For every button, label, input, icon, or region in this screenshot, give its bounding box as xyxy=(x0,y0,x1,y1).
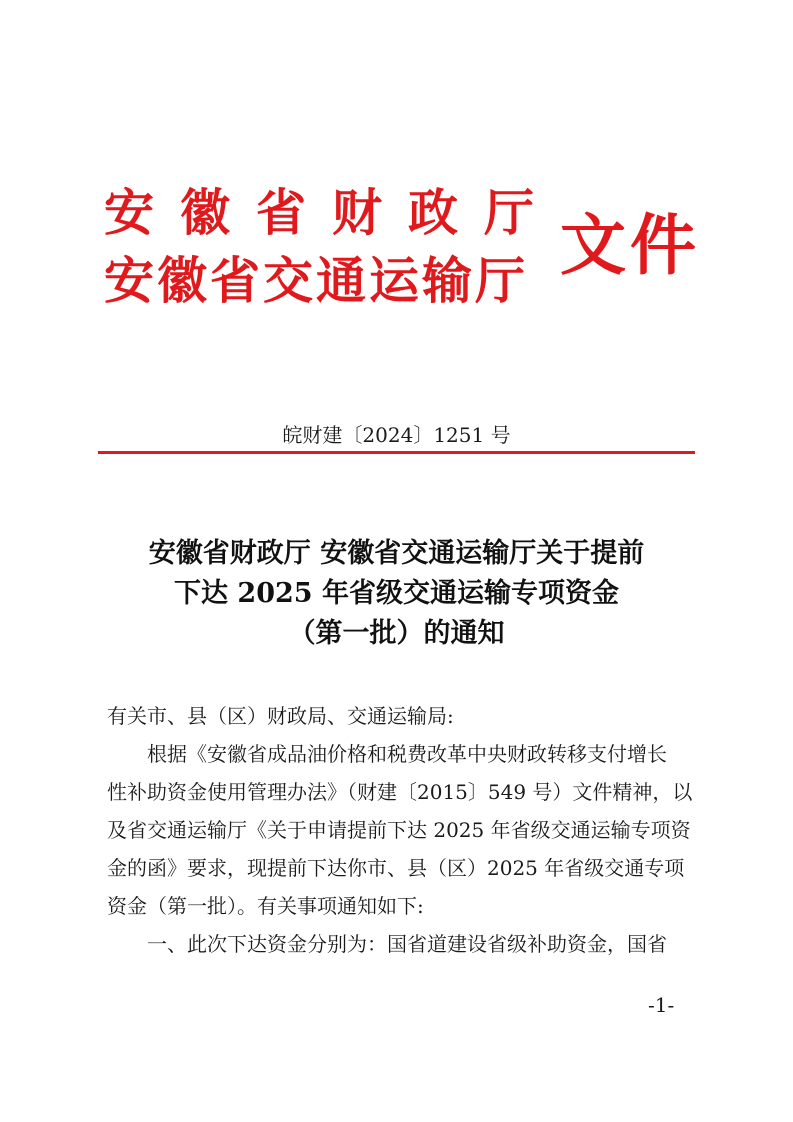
paragraph-line: 金的函》要求，现提前下达你市、县（区）2025 年省级交通专项 xyxy=(107,856,685,880)
salutation: 有关市、县（区）财政局、交通运输局: xyxy=(107,704,454,728)
document-title xyxy=(0,534,793,654)
page-number: -1- xyxy=(648,993,675,1017)
title-line-1: 安徽省财政厅 安徽省交通运输厅关于提前 xyxy=(148,538,645,569)
body-paragraph-2 xyxy=(107,925,693,963)
title-line-2: 下达 2025 年省级交通运输专项资金 xyxy=(174,578,619,609)
document-number: 皖财建〔2024〕1251 号 xyxy=(282,423,511,447)
title-line-3: （第一批）的通知 xyxy=(288,618,505,649)
body-paragraph-1 xyxy=(107,735,693,925)
paragraph-line: 根据《安徽省成品油价格和税费改革中央财政转移支付增长 xyxy=(147,742,667,766)
header-org-transport: 安徽省交通运输厅 xyxy=(104,251,528,310)
paragraph-line: 性补助资金使用管理办法》（财建〔2015〕549 号）文件精神，以 xyxy=(107,780,693,804)
paragraph-line: 一、此次下达资金分别为：国省道建设省级补助资金，国省 xyxy=(147,932,667,956)
header-document-suffix: 文件 xyxy=(560,206,700,284)
header-org-finance: 安徽省财政厅 xyxy=(104,183,560,242)
red-divider xyxy=(98,451,695,454)
paragraph-line: 及省交通运输厅《关于申请提前下达 2025 年省级交通运输专项资 xyxy=(107,818,691,842)
paragraph-line: 资金（第一批）。有关事项通知如下: xyxy=(107,894,424,918)
